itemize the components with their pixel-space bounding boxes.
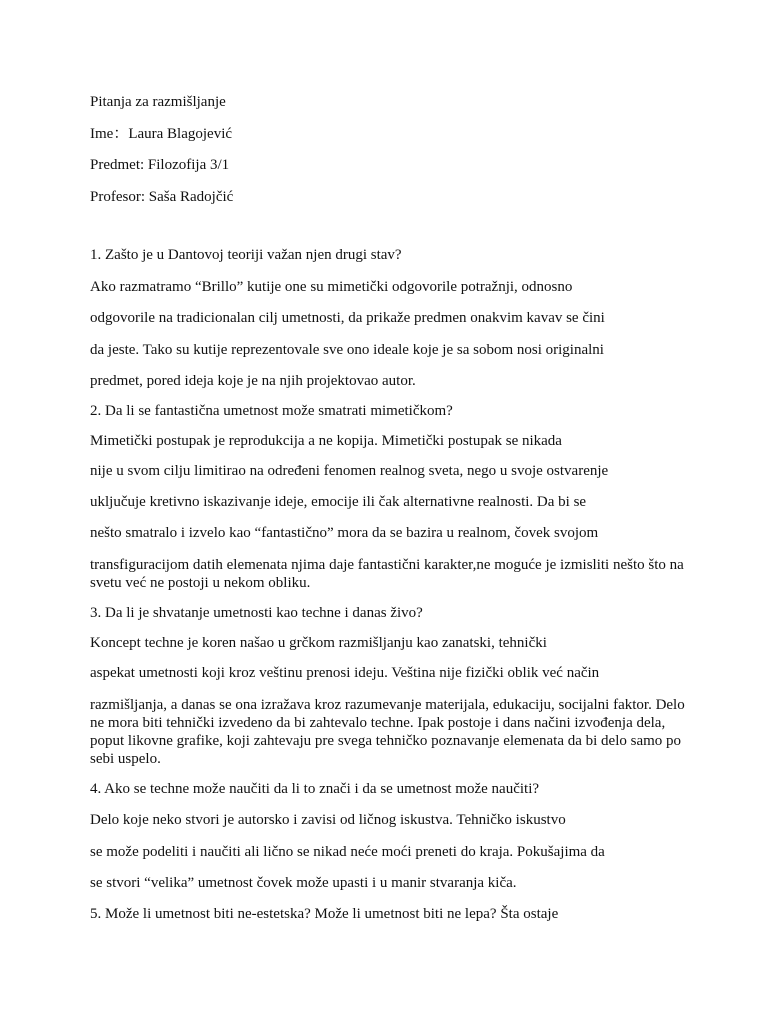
- answer-1-line-3: da jeste. Tako su kutije reprezentovale sve ono ideale koje je sa sobom nosi originalni: [90, 342, 604, 358]
- question-2: 2. Da li se fantastična umetnost može smatrati mimetičkom?: [90, 403, 453, 419]
- answer-2-line-2: nije u svom cilju limitirao na određeni fenomen realnog sveta, nego u svoje ostvarenje: [90, 463, 609, 479]
- answer-3-line-2: aspekat umetnosti koji kroz veštinu prenosi ideju. Veština nije fizički oblik već način: [90, 665, 600, 681]
- professor-line: Profesor: Saša Radojčić: [90, 189, 234, 205]
- answer-3-final-paragraph: razmišljanja, a danas se ona izražava kroz razumevanje materijala, edukaciju, socijalni faktor. Delo ne mora biti tehnički izvedeno da bi zahtevalo techne. Ipak postoje i dans načini izvođenja dela, poput likovne grafike, koji zahtevaju pre svega tehničko poznavanje elemenata da bi delo samo po sebi uspelo.: [90, 697, 685, 767]
- student-name: Ime：Laura Blagojević: [90, 126, 233, 142]
- question-1: 1. Zašto je u Dantovoj teoriji važan njen drugi stav?: [90, 247, 402, 263]
- answer-2-line-3: uključuje kretivno iskazivanje ideje, emocije ili čak alternativne realnosti. Da bi se: [90, 494, 587, 510]
- answer-4-line-2: se može podeliti i naučiti ali lično se nikad neće moći preneti do kraja. Pokušajima da: [90, 844, 605, 860]
- document-title: Pitanja za razmišljanje: [90, 94, 226, 110]
- answer-1-line-1: Ako razmatramo “Brillo” kutije one su mimetički odgovorile potražnji, odnosno: [90, 279, 573, 295]
- question-3: 3. Da li je shvatanje umetnosti kao techne i danas živo?: [90, 605, 423, 621]
- answer-2-final-paragraph: transfiguracijom datih elemenata njima daje fantastični karakter,ne moguće je izmisliti nešto što na svetu već ne postoji u nekom obliku.: [90, 557, 684, 591]
- answer-1-line-2: odgovorile na tradicionalan cilj umetnosti, da prikaže predmen onakvim kavav se čini: [90, 310, 605, 326]
- question-5: 5. Može li umetnost biti ne-estetska? Može li umetnost biti ne lepa? Šta ostaje: [90, 906, 559, 922]
- subject-line: Predmet: Filozofija 3/1: [90, 157, 230, 173]
- answer-4-line-1: Delo koje neko stvori je autorsko i zavisi od ličnog iskustva. Tehničko iskustvo: [90, 812, 566, 828]
- answer-2-line-4: nešto smatralo i izvelo kao “fantastično” mora da se bazira u realnom, čovek svojom: [90, 525, 599, 541]
- question-4: 4. Ako se techne može naučiti da li to znači i da se umetnost može naučiti?: [90, 781, 540, 797]
- answer-3-line-1: Koncept techne je koren našao u grčkom razmišljanju kao zanatski, tehnički: [90, 635, 547, 651]
- answer-1-line-4: predmet, pored ideja koje je na njih projektovao autor.: [90, 373, 416, 389]
- answer-2-line-1: Mimetički postupak je reprodukcija a ne kopija. Mimetički postupak se nikada: [90, 433, 562, 449]
- answer-4-line-3: se stvori “velika” umetnost čovek može upasti i u manir stvaranja kiča.: [90, 875, 517, 891]
